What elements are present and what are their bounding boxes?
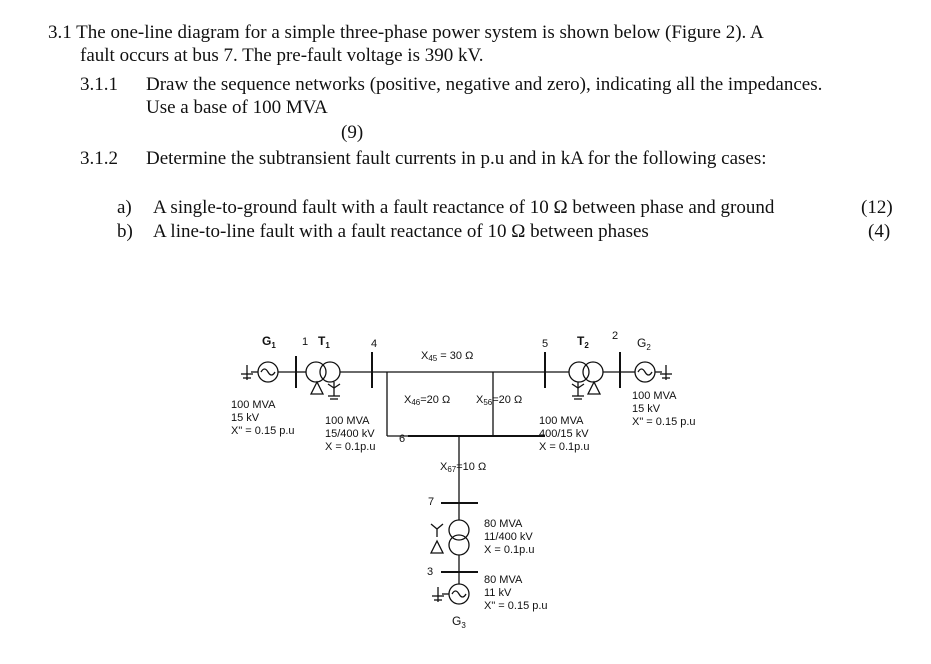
- svg-text:100 MVA: 100 MVA: [325, 415, 370, 427]
- delta-icon: [311, 382, 323, 394]
- svg-text:80 MVA: 80 MVA: [484, 518, 523, 530]
- subquestion-3-1-1-marks: (9): [341, 122, 364, 143]
- g3-name: $G_3$: [452, 614, 466, 630]
- bus-1-label: 1: [302, 336, 309, 348]
- generator-g2: [635, 362, 655, 382]
- g2-ratings: [632, 390, 696, 428]
- question-intro-line1: 3.1 The one-line diagram for a simple three-phase power system is shown below (Figure 2). A: [48, 22, 764, 43]
- bus-3-label: 3: [427, 566, 434, 578]
- x67-label: X67=10 Ω: [440, 461, 487, 474]
- transformer-t3: [449, 520, 469, 555]
- item-b-label: b): [117, 221, 133, 242]
- ground-icon: [655, 365, 672, 380]
- g1-ratings: [231, 399, 295, 437]
- svg-text:11 kV: 11 kV: [484, 587, 512, 599]
- t3-ratings: [484, 518, 534, 556]
- ground-icon: [241, 365, 258, 380]
- generator-g3: [449, 584, 469, 604]
- x56-label: X56=20 Ω: [476, 394, 523, 407]
- svg-text:400/15 kV: 400/15 kV: [539, 428, 589, 440]
- t2-name: $T_2$: [577, 334, 589, 350]
- g3-ratings: [484, 574, 548, 612]
- svg-text:15 kV: 15 kV: [231, 412, 260, 424]
- t2-ratings: [539, 415, 589, 453]
- svg-text:X = 0.1p.u: X = 0.1p.u: [539, 441, 590, 453]
- transformer-t2: [569, 362, 603, 382]
- svg-text:11/400 kV: 11/400 kV: [484, 531, 533, 543]
- g1-name: $G_1$: [262, 334, 276, 350]
- t1-name: $T_1$: [318, 334, 330, 350]
- svg-text:X" = 0.15 p.u: X" = 0.15 p.u: [231, 425, 295, 437]
- subquestion-3-1-1-line1: Draw the sequence networks (positive, negative and zero), indicating all the impedances.: [146, 74, 823, 95]
- svg-text:100 MVA: 100 MVA: [539, 415, 584, 427]
- svg-text:X = 0.1p.u: X = 0.1p.u: [325, 441, 376, 453]
- item-b-marks: (4): [868, 221, 891, 242]
- ground-icon: [432, 587, 449, 602]
- svg-text:X" = 0.15 p.u: X" = 0.15 p.u: [484, 600, 548, 612]
- subquestion-3-1-2-line1: Determine the subtransient fault currents in p.u and in kA for the following cases:: [146, 148, 767, 169]
- grounded-wye-icon: [572, 382, 584, 399]
- subquestion-3-1-1-line2: Use a base of 100 MVA: [146, 97, 328, 118]
- question-intro-line2: fault occurs at bus 7. The pre-fault voltage is 390 kV.: [80, 45, 484, 66]
- item-b-text: A line-to-line fault with a fault reactance of 10 Ω between phases: [153, 221, 649, 242]
- delta-icon: [588, 382, 600, 394]
- bus-4-label: 4: [371, 338, 378, 350]
- bus-6-label: 6: [399, 433, 406, 445]
- bus-5-label: 5: [542, 338, 549, 350]
- x45-label: X45 = 30 Ω: [421, 350, 474, 363]
- item-a-marks: (12): [861, 197, 893, 218]
- svg-text:X" = 0.15 p.u: X" = 0.15 p.u: [632, 416, 696, 428]
- item-a-text: A single-to-ground fault with a fault reactance of 10 Ω between phase and ground: [153, 197, 775, 218]
- bus-7-label: 7: [428, 496, 435, 508]
- svg-text:80 MVA: 80 MVA: [484, 574, 523, 586]
- grounded-wye-icon: [431, 524, 443, 537]
- g2-name: $G_2$: [637, 336, 651, 352]
- delta-icon: [431, 541, 443, 553]
- bus-2-label: 2: [612, 330, 619, 342]
- question-number: 3.1: [48, 22, 72, 43]
- x46-label: X46=20 Ω: [404, 394, 451, 407]
- grounded-wye-icon: [328, 382, 340, 399]
- transformer-t1: [306, 362, 340, 382]
- svg-text:15 kV: 15 kV: [632, 403, 661, 415]
- item-a-label: a): [117, 197, 132, 218]
- svg-text:X = 0.1p.u: X = 0.1p.u: [484, 544, 535, 556]
- svg-text:100 MVA: 100 MVA: [231, 399, 276, 411]
- t1-ratings: [325, 415, 375, 453]
- svg-text:100 MVA: 100 MVA: [632, 390, 677, 402]
- svg-text:15/400 kV: 15/400 kV: [325, 428, 375, 440]
- subquestion-3-1-2-number: 3.1.2: [80, 148, 118, 169]
- generator-g1: [258, 362, 296, 382]
- subquestion-3-1-1-number: 3.1.1: [80, 74, 118, 95]
